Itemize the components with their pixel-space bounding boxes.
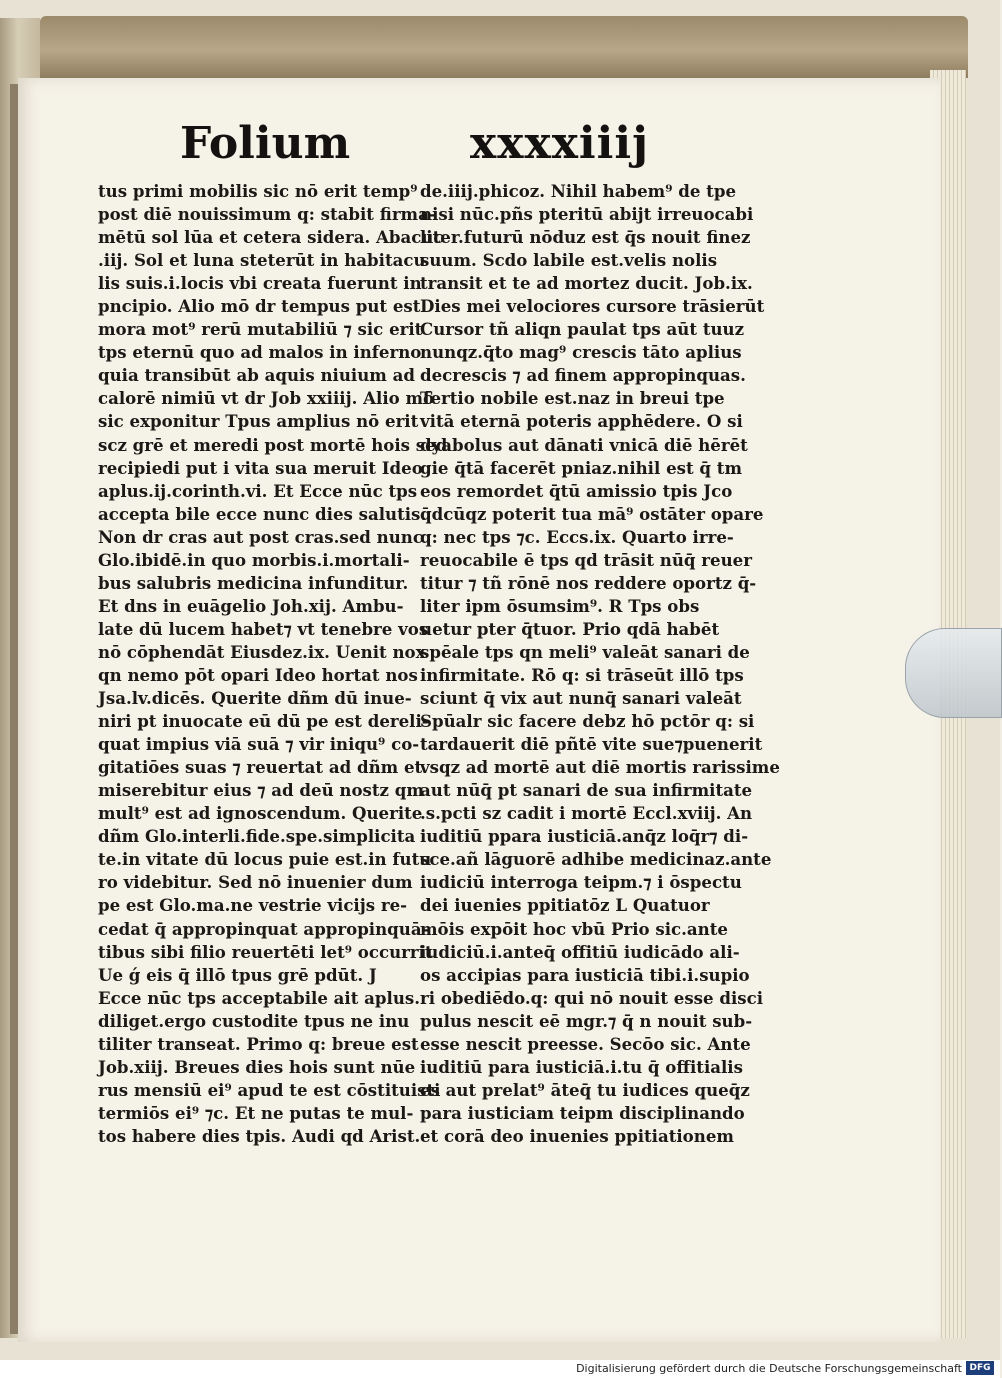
text-line: Ue ǵ eis q̄ illō tpus grē pdūt. J [98, 964, 377, 985]
text-line: Jsa.lv.dicēs. Querite dñm dū inue- [98, 688, 412, 709]
text-line: mōis expōit hoc vbū Prio sic.ante [420, 918, 728, 939]
text-line: q: nec tps ⁊c. Eccs.ix. Quarto irre- [420, 526, 734, 547]
book-clip [905, 628, 1002, 718]
text-line: scz grē et meredi post mortē hois sed [98, 434, 448, 455]
text-line: vitā eternā poteris apphēdere. O si [420, 411, 743, 432]
text-line: miserebitur eius ⁊ ad deū nostz qm [98, 780, 424, 801]
text-line: pncipio. Alio mō dr tempus put est [98, 296, 421, 317]
text-line: sce.añ lāguorē adhibe medicinaz.ante [420, 849, 772, 870]
text-line: quia transibūt ab aquis niuium ad [98, 365, 415, 386]
text-line: dyabolus aut dānati vnicā diē hērēt [420, 434, 748, 455]
text-column-left [98, 180, 448, 1146]
text-line: diliget.ergo custodite tpus ne inu [98, 1010, 410, 1031]
text-line: sciunt q̄ vix aut nunq̄ sanari valeāt [420, 688, 742, 709]
text-line: tardauerit diē pñtē vite sue⁊puenerit [420, 734, 763, 755]
text-line: dei iuenies ppitiatōz L Quatuor [420, 895, 710, 916]
dfg-logo: DFG [966, 1361, 994, 1375]
text-line: Et dns in euāgelio Joh.xij. Ambu- [98, 595, 404, 616]
text-line: gie q̄tā facerēt pniaz.nihil est q̄ tm [420, 457, 743, 478]
text-line: tps eternū quo ad malos in inferno [98, 342, 422, 363]
book-binding-top [40, 16, 968, 78]
text-line: liter.futurū nōduz est q̄s nouit finez [420, 227, 751, 248]
text-line: termiōs ei⁹ ⁊c. Et ne putas te mul- [98, 1102, 414, 1123]
text-line: pe est Glo.ma.ne vestrie vicijs re- [98, 895, 408, 916]
text-line: rus mensiū ei⁹ apud te est cōstituisti [98, 1079, 441, 1100]
text-line: gitatiōes suas ⁊ reuertat ad dñm et [98, 757, 423, 778]
text-line: vsqz ad mortē aut diē mortis rarissime [420, 757, 780, 778]
text-line: te.in vitate dū locus puie est.in futu [98, 849, 432, 870]
text-line: para iusticiam teipm disciplinando [420, 1102, 745, 1123]
text-line: Dies mei velociores cursore trāsierūt [420, 296, 765, 317]
text-line: titur ⁊ tñ rōnē nos reddere oportz q̄- [420, 572, 757, 593]
text-line: accepta bile ecce nunc dies salutis. [98, 503, 427, 524]
text-line: tibus sibi filio reuertēti let⁹ occurrit [98, 941, 433, 962]
text-line: quat impius viā suā ⁊ vir iniqu⁹ co- [98, 734, 420, 755]
text-line: iudiciū.i.anteq̄ offitiū iudicādo ali- [420, 941, 740, 962]
page-header [180, 118, 740, 178]
text-line: eos remordet q̄tū amissio tpis Jco [420, 480, 733, 501]
text-line: es aut prelat⁹ āteq̄ tu iudices queq̄z [420, 1079, 750, 1100]
text-line: recipiedi put i vita sua meruit Ideo [98, 457, 423, 478]
text-line: suum. Scdo labile est.velis nolis [420, 250, 718, 271]
text-line: cedat q̄ appropinquat appropinquā- [98, 918, 429, 939]
text-line: sic exponitur Tpus amplius nō erit [98, 411, 419, 432]
text-line: iudiciū interroga teipm.⁊ i ōspectu [420, 872, 742, 893]
text-line: et corā deo inuenies ppitiationem [420, 1125, 734, 1146]
text-line: infirmitate. Rō q: si trāseūt illō tps [420, 664, 744, 685]
text-line: transit et te ad mortez ducit. Job.ix. [420, 273, 753, 294]
text-line: pulus nescit eē mgr.⁊ q̄ n nouit sub- [420, 1010, 753, 1031]
text-line: uetur pter q̄tuor. Prio qdā habēt [420, 618, 720, 639]
running-title: Folium [180, 118, 351, 169]
text-line: os accipias para iusticiā tibi.i.supio [420, 964, 750, 985]
text-line: Ecce nūc tps acceptabile ait aplus. [98, 987, 421, 1008]
text-line: late dū lucem habet⁊ vt tenebre vos [98, 618, 429, 639]
text-line: tos habere dies tpis. Audi qd Arist. [98, 1125, 421, 1146]
text-line: spēale tps qn meli⁹ valeāt sanari de [420, 641, 750, 662]
text-line: .s.pcti sz cadit i mortē Eccl.xviij. An [420, 803, 753, 824]
text-line: Spūalr sic facere debz hō pctōr q: si [420, 711, 755, 732]
text-line: Glo.ibidē.in quo morbis.i.mortali- [98, 549, 410, 570]
text-line: post diē nouissimum q: stabit firma- [98, 204, 436, 225]
text-line: lis suis.i.locis vbi creata fuerunt in [98, 273, 422, 294]
text-line: niri pt inuocate eū dū pe est dereli- [98, 711, 429, 732]
text-line: esse nescit preesse. Secōo sic. Ante [420, 1033, 751, 1054]
text-line: qn nemo pōt opari Ideo hortat nos [98, 664, 418, 685]
text-line: Cursor tñ aliqn paulat tps aūt tuuz [420, 319, 745, 340]
text-line: ro videbitur. Sed nō inuenier dum [98, 872, 413, 893]
text-column-right [420, 180, 780, 1146]
text-line: iuditiū ppara iusticiā.anq̄z loq̄r⁊ di- [420, 826, 749, 847]
text-line: q̄dcūqz poterit tua mā⁹ ostāter opare [420, 503, 764, 524]
text-line: ri obediēdo.q: qui nō nouit esse disci [420, 987, 764, 1008]
text-line: de.iiij.phicoz. Nihil habem⁹ de tpe [420, 181, 737, 201]
text-line: reuocabile ē tps qd trāsit nūq̄ reuer [420, 549, 752, 570]
text-line: mētū sol lūa et cetera sidera. Abacuc [98, 227, 444, 248]
folio-number: xxxxiiij [470, 118, 649, 169]
text-line: nunqz.q̄to mag⁹ crescis tāto aplius [420, 342, 742, 363]
text-line: .iij. Sol et luna steterūt in habitacu [98, 250, 426, 271]
text-line: nō cōphendāt Eiusdez.ix. Uenit nox [98, 641, 426, 662]
text-line: tus primi mobilis sic nō erit temp⁹ [98, 181, 418, 201]
text-line: nisi nūc.pñs pteritū abijt irreuocabi [420, 204, 754, 225]
footer-credit: Digitalisierung gefördert durch die Deutsche Forschungsgemeinschaft [576, 1362, 962, 1375]
text-line: liter ipm ōsumsim⁹. R Tps obs [420, 595, 700, 616]
text-line: aplus.ij.corinth.vi. Et Ecce nūc tps [98, 480, 418, 501]
text-line: iuditiū para iusticiā.i.tu q̄ offitialis [420, 1056, 743, 1077]
text-line: Non dr cras aut post cras.sed nunc [98, 526, 423, 547]
text-line: bus salubris medicina infunditur. [98, 572, 409, 593]
text-line: dñm Glo.interli.fide.spe.simplicita [98, 826, 416, 847]
text-line: tiliter transeat. Primo q: breue est [98, 1033, 419, 1054]
text-line: calorē nimiū vt dr Job xxiiij. Alio mō [98, 388, 435, 409]
text-line: Tertio nobile est.naz in breui tpe [420, 388, 725, 409]
text-line: mult⁹ est ad ignoscendum. Querite [98, 803, 423, 824]
text-line: decrescis ⁊ ad finem appropinquas. [420, 365, 746, 386]
text-line: mora mot⁹ rerū mutabiliū ⁊ sic erit [98, 319, 423, 340]
text-line: aut nūq̄ pt sanari de sua infirmitate [420, 780, 753, 801]
text-line: Job.xiij. Breues dies hois sunt nūe [98, 1056, 416, 1077]
